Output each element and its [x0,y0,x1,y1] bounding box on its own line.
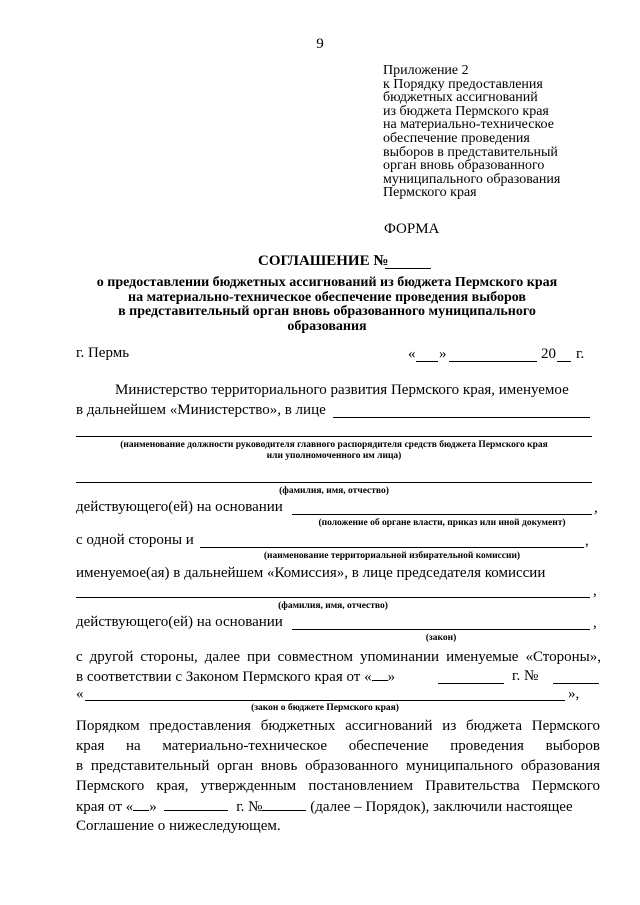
comma: , [593,583,597,599]
appendix-line: Приложение 2 [383,63,469,78]
basis-blank-2 [292,629,590,630]
subtitle-line: в представительный орган вновь образованного муниципального [118,304,536,319]
subtitle-line: на материально-техническое обеспечение проведения выборов [128,289,526,305]
acting-basis-2: действующего(ей) на основании [76,614,283,630]
order-line: Соглашение о нижеследующем. [76,818,281,834]
date-year-suffix: г. [576,346,585,362]
caption-line: или уполномоченного им лица) [266,451,402,461]
caption-budget-law: (закон о бюджете Пермского края) [251,703,399,713]
appendix-line: к Порядку предоставления [383,76,543,92]
date-close-quote: » [439,346,447,362]
one-side: с одной стороны и [76,532,194,548]
law-reference [76,668,395,686]
order-tail: (далее – Порядок), заключили настоящее [310,799,573,815]
date-month-blank [449,361,537,362]
quote-open: « [76,686,84,702]
representative-blank-a [333,417,590,418]
comma: , [594,500,598,516]
order-date-quote: » [149,799,157,815]
law-day-blank [372,668,388,681]
date-year: 20 [541,346,556,362]
fio-blank-1 [76,482,592,483]
page-number: 9 [316,36,324,52]
agreement-title: СОГЛАШЕНИЕ № [258,253,389,269]
quote-close: », [568,686,580,702]
law-number-blank [553,683,599,684]
caption-position [76,440,592,462]
order-day-blank [133,798,149,811]
representative-blank-b [76,436,592,437]
appendix-line: муниципального образования [383,171,561,187]
order-line: края на материально-техническое обеспечение проведения выборов [76,738,600,754]
caption-basis-doc: (положение об органе власти, приказ или иной документ) [318,518,566,528]
order-line: Пермского края, утвержденным постановлением Правительства Пермского [76,778,600,794]
appendix-line: бюджетных ассигнований [383,90,538,106]
intro-line-1: Министерство территориального развития Пермского края, именуемое [115,382,569,398]
order-paragraph [76,718,600,838]
order-line: в представительный орган вновь образованного муниципального образования [76,758,600,774]
caption-fio-1: (фамилия, имя, отчество) [279,486,389,496]
order-line: Порядком предоставления бюджетных ассигнований из бюджета Пермского [76,718,600,734]
date-open-quote: « [408,346,416,362]
intro-line-2: в дальнейшем «Министерство», в лице [76,402,326,418]
referred-commission: именуемое(ая) в дальнейшем «Комиссия», в лице председателя комиссии [76,565,546,581]
budget-law-blank [85,700,565,701]
law-month-blank [438,683,504,684]
caption-commission: (наименование территориальной избирательной комиссии) [263,551,521,561]
order-date-prefix: края от « [76,799,134,815]
comma: , [593,615,597,631]
other-side: с другой стороны, далее при совместном упоминании именуемые «Стороны», [76,649,601,665]
date-year-blank [557,361,571,362]
appendix-line: на материально-техническое [383,117,554,133]
appendix-line: выборов в представительный [383,144,558,160]
date-day-blank [416,361,438,362]
order-number-blank [262,798,306,811]
city: г. Пермь [76,345,130,361]
caption-fio-2: (фамилия, имя, отчество) [278,601,388,611]
agreement-number-blank [385,268,431,269]
fio-blank-2 [76,597,590,598]
law-ref-text: в соответствии с Законом Пермского края от « [76,669,372,685]
agreement-subtitle [40,276,614,334]
appendix-line: из бюджета Пермского края [383,103,549,119]
order-month-blank [164,798,228,811]
caption-law: (закон) [425,633,457,643]
appendix-line: Пермского края [383,185,477,201]
appendix-line: обеспечение проведения [383,130,530,146]
appendix-line: орган вновь образованного [383,158,545,174]
law-ref-quote: » [387,669,396,685]
order-line-5 [76,798,600,818]
caption-line: (наименование должности руководителя главного распорядителя средств бюджета Пермского края [120,440,548,450]
subtitle-line: образования [287,318,367,334]
basis-blank-1 [292,514,592,515]
law-ref-number: г. № [512,668,539,684]
acting-basis-1: действующего(ей) на основании [76,499,283,515]
commission-blank [200,547,584,548]
subtitle-line: о предоставлении бюджетных ассигнований из бюджета Пермского края [96,275,558,290]
comma: , [585,533,589,549]
appendix-header [383,64,560,200]
form-label: ФОРМА [384,221,440,237]
order-number-label: г. № [236,799,263,815]
